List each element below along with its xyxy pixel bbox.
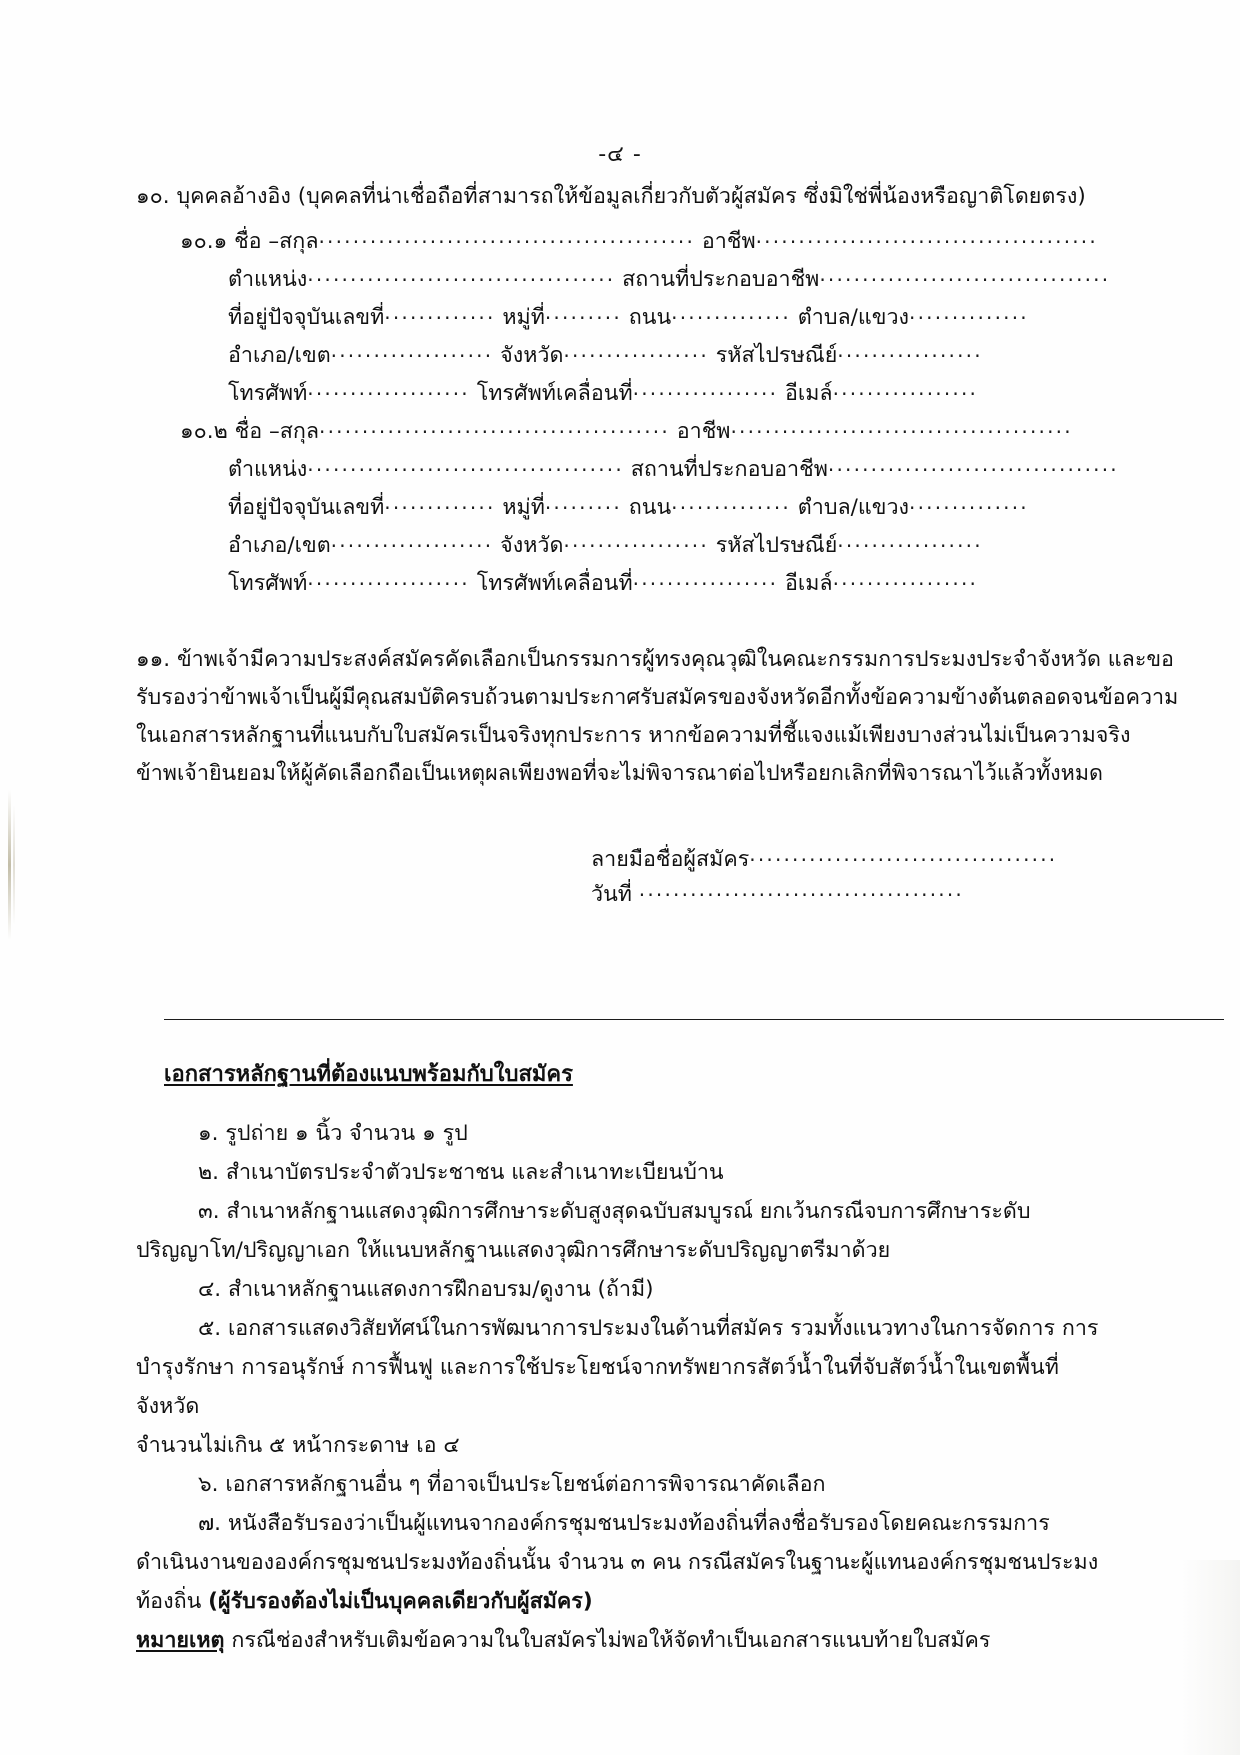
attachments-title: เอกสารหลักฐานที่ต้องแนบพร้อมกับใบสมัคร [164,1062,573,1087]
dotted-fill-line[interactable]: ................. [837,530,983,550]
field-label: โทรศัพท์เคลื่อนที่ [469,571,633,596]
dotted-fill-line[interactable]: ................. [632,378,779,398]
section-11-paragraph [136,641,1179,793]
attachments-list [136,1114,1121,1660]
field-label: จังหวัด [493,533,564,558]
signature-block [591,846,1057,915]
paragraph-line: ในเอกสารหลักฐานที่แนบกับใบสมัครเป็นจริงทุกประการ หากข้อความที่ชี้แจงแม้เพียงบางส่วนไม่เป็นความจริง [136,723,1131,748]
scan-artifact-left [8,790,11,940]
field-label: สถานที่ประกอบอาชีพ [623,457,828,482]
field-label: ตำแหน่ง [228,457,308,482]
attachment-item [136,1465,1121,1504]
dotted-fill-line[interactable]: ......... [544,302,622,322]
paragraph-line: ข้าพเจ้ายินยอมให้ผู้คัดเลือกถือเป็นเหตุผลเพียงพอที่จะไม่พิจารณาต่อไปหรือยกเลิกที่พิจารณาไว้แล้วทั้งหมด [136,761,1103,786]
date-line [591,878,1057,907]
attachment-item-7-tail-bold: (ผู้รับรองต้องไม่เป็นบุคคลเดียวกับผู้สมัคร) [208,1589,593,1614]
scan-artifact-right [1180,1560,1240,1755]
section-10-heading: ๑๐. บุคคลอ้างอิง (บุคคลที่น่าเชื่อถือที่สามารถให้ข้อมูลเกี่ยวกับตัวผู้สมัคร ซึ่งมิใช่พี่น้องหรือญาติโดยตรง) [136,184,1086,209]
field-label: สถานที่ประกอบอาชีพ [615,267,820,292]
dotted-fill-line[interactable]: ................. [832,568,979,588]
field-label: อาชีพ [695,229,756,254]
dotted-fill-line[interactable]: ........................................ [730,416,1073,436]
dotted-fill-line[interactable]: ........................................ [755,226,1098,246]
applicant-signature-label: ลายมือชื่อผู้สมัคร [591,847,750,872]
dotted-fill-line[interactable]: ................. [832,378,979,398]
dotted-fill-line[interactable]: ................. [837,340,983,360]
attachment-item [136,1114,1121,1153]
form-field-line [180,418,1073,443]
dotted-fill-line[interactable]: .............. [909,492,1029,512]
paragraph-line: ๑๑. ข้าพเจ้ามีความประสงค์สมัครคัดเลือกเป็นกรรมการผู้ทรงคุณวุฒิในคณะกรรมการประมงประจำจังหวัด และขอ [136,647,1174,672]
field-label: โทรศัพท์ [228,571,308,596]
attachment-item-first-line: ๓. สำเนาหลักฐานแสดงวุฒิการศึกษาระดับสูงสุดฉบับสมบูรณ์ ยกเว้นกรณีจบการศึกษาระดับ [198,1199,1031,1224]
dotted-fill-line[interactable]: ................... [330,340,494,360]
paragraph-line: รับรองว่าข้าพเจ้าเป็นผู้มีคุณสมบัติครบถ้วนตามประกาศรับสมัครของจังหวัดอีกทั้งข้อความข้างต้นตลอดจนข้อความ [136,685,1179,710]
form-field-line [228,494,1029,519]
section-divider [164,1019,1224,1020]
dotted-fill-line[interactable]: ...................................... [638,878,964,899]
dotted-fill-line[interactable]: .............. [671,492,791,512]
dotted-fill-line[interactable]: .............. [909,302,1029,322]
field-label: อำเภอ/เขต [228,533,331,558]
field-label: อีเมล์ [778,381,833,406]
dotted-fill-line[interactable]: ................. [632,568,779,588]
dotted-fill-line[interactable]: ............................................ [318,226,696,246]
dotted-fill-line[interactable]: ................... [307,568,470,588]
dotted-fill-line[interactable]: .................................. [819,264,1111,284]
form-field-line [228,304,1029,329]
dotted-fill-line[interactable]: ..................................... [307,454,624,474]
field-label: รหัสไปรษณีย์ [708,343,838,368]
page-number: -๔ - [598,142,642,167]
attachment-item [136,1192,1121,1270]
attachment-item-7-tail-plain: ท้องถิ่น [136,1589,209,1614]
attachment-item-wrap-line: ดำเนินงานขององค์กรชุมชนประมงท้องถิ่นนั้น จำนวน ๓ คน กรณีสมัครในฐานะผู้แทนองค์กรชุมชนประมง [136,1550,1099,1575]
dotted-fill-line[interactable]: .................................... [749,844,1058,864]
form-field-line [180,228,1098,253]
field-label: หมู่ที่ [495,305,545,330]
field-label: โทรศัพท์เคลื่อนที่ [469,381,633,406]
dotted-fill-line[interactable]: ............. [384,302,496,322]
field-label: ที่อยู่ปัจจุบันเลขที่ [228,495,385,520]
field-label: จังหวัด [493,343,564,368]
field-label: ชื่อ –สกุล [234,419,320,444]
remark-label: หมายเหตุ [136,1628,225,1653]
dotted-fill-line[interactable]: ................... [307,378,470,398]
field-label: ตำบล/แขวง [790,495,910,520]
entry-number: ๑๐.๑ [180,229,235,254]
form-field-line [228,570,978,595]
field-label: อำเภอ/เขต [228,343,331,368]
remark-line [136,1621,1121,1660]
field-label: ที่อยู่ปัจจุบันเลขที่ [228,305,385,330]
field-label: รหัสไปรษณีย์ [708,533,838,558]
field-label: อีเมล์ [778,571,833,596]
field-label: อาชีพ [669,419,731,444]
dotted-fill-line[interactable]: ......................................... [319,416,670,436]
form-field-line [228,342,983,367]
dotted-fill-line[interactable]: ................. [563,340,709,360]
attachment-item-first-line: ๒. สำเนาบัตรประจำตัวประชาชน และสำเนาทะเบียนบ้าน [198,1160,724,1185]
entry-number: ๑๐.๒ [180,419,235,444]
field-label: ชื่อ –สกุล [234,229,319,254]
attachment-item-first-line: ๖. เอกสารหลักฐานอื่น ๆ ที่อาจเป็นประโยชน์ต่อการพิจารณาคัดเลือก [198,1472,826,1497]
attachment-item-first-line: ๗. หนังสือรับรองว่าเป็นผู้แทนจากองค์กรชุมชนประมงท้องถิ่นที่ลงชื่อรับรองโดยคณะกรรมการ [198,1511,1050,1536]
field-label: ตำแหน่ง [228,267,308,292]
attachment-item-first-line: ๔. สำเนาหลักฐานแสดงการฝึกอบรม/ดูงาน (ถ้ามี) [198,1277,654,1302]
applicant-signature-line [591,846,1057,871]
dotted-fill-line[interactable]: ................. [563,530,709,550]
form-field-line [228,266,1110,291]
dotted-fill-line[interactable]: ......... [544,492,622,512]
attachment-item-wrap-line: บำรุงรักษา การอนุรักษ์ การฟื้นฟู และการใช้ประโยชน์จากทรัพยากรสัตว์น้ำในที่จับสัตว์น้ำในเขตพื้นที่จังหวัด [136,1355,1059,1419]
dotted-fill-line[interactable]: .................................... [307,264,616,284]
dotted-fill-line[interactable]: ................... [330,530,494,550]
attachment-item-first-line: ๕. เอกสารแสดงวิสัยทัศน์ในการพัฒนาการประมงในด้านที่สมัคร รวมทั้งแนวทางในการจัดการ การ [198,1316,1099,1341]
field-label: ตำบล/แขวง [790,305,910,330]
field-label: ถนน [621,495,672,520]
form-field-line [228,380,978,405]
attachment-item-wrap-line: ปริญญาโท/ปริญญาเอก ให้แนบหลักฐานแสดงวุฒิการศึกษาระดับปริญญาตรีมาด้วย [136,1238,891,1263]
attachment-item-wrap-line: จำนวนไม่เกิน ๕ หน้ากระดาษ เอ ๔ [136,1433,460,1458]
date-label: วันที่ [591,881,639,907]
attachment-item-7-tail [136,1582,1121,1621]
attachment-item [136,1309,1121,1465]
attachment-item [136,1270,1121,1309]
attachment-item [136,1153,1121,1192]
field-label: โทรศัพท์ [228,381,308,406]
scan-artifact-left-secondary [13,805,15,925]
field-label: ถนน [621,305,672,330]
form-field-line [228,532,983,557]
attachment-item [136,1504,1121,1621]
field-label: หมู่ที่ [495,495,545,520]
remark-text: กรณีช่องสำหรับเติมข้อความในใบสมัครไม่พอให้จัดทำเป็นเอกสารแนบท้ายใบสมัคร [224,1628,991,1653]
dotted-fill-line[interactable]: ............. [384,492,496,512]
form-field-line [228,456,1119,481]
dotted-fill-line[interactable]: .............. [671,302,791,322]
dotted-fill-line[interactable]: .................................. [827,454,1119,474]
attachment-item-first-line: ๑. รูปถ่าย ๑ นิ้ว จำนวน ๑ รูป [198,1121,468,1146]
